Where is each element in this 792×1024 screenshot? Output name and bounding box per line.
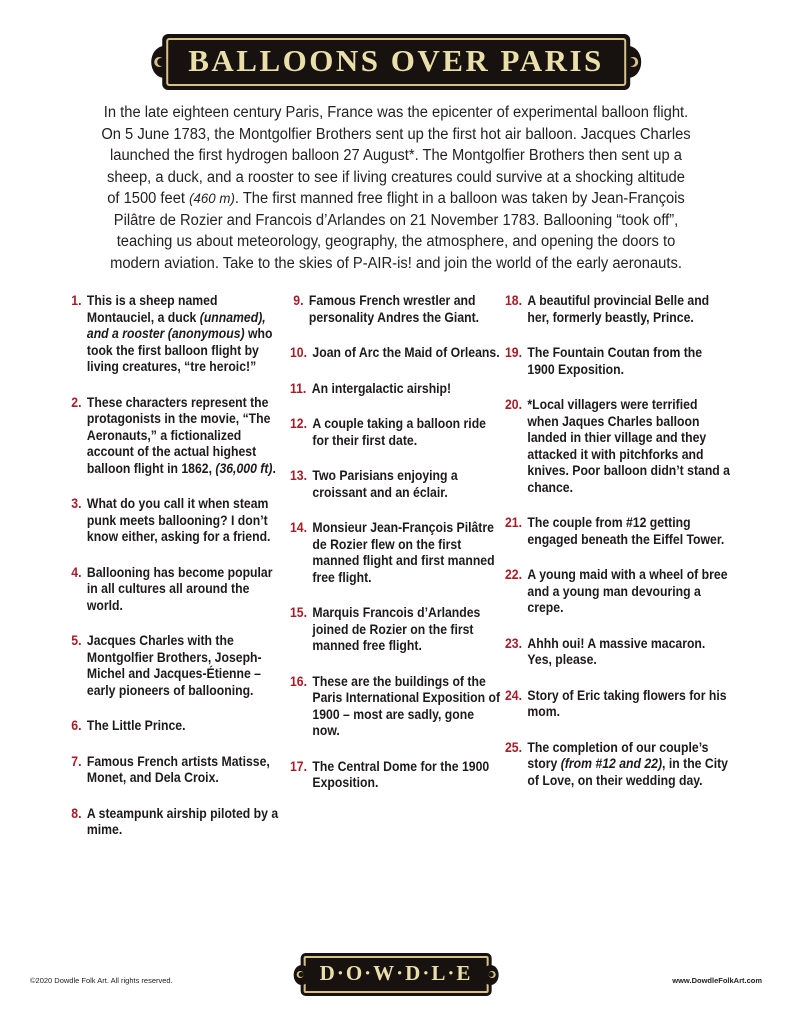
crescent-icon xyxy=(628,57,638,67)
item-number: 3. xyxy=(71,496,82,511)
item-text xyxy=(87,754,281,787)
text-run: The completion of our couple’s story xyxy=(527,739,709,771)
intro-line xyxy=(20,167,772,189)
italic-text-run: (unnamed), and a rooster (anonymous) xyxy=(86,309,266,341)
legend-item xyxy=(505,345,730,378)
text-run: A beautiful provincial Belle and her, formerly beastly, Prince. xyxy=(527,293,710,325)
crescent-icon xyxy=(297,971,304,978)
intro-line xyxy=(20,231,772,253)
text-run: These characters represent the protagonists in the movie, “The Aeronauts,” a fictionalized account of the actual highest balloon flight in 1862, xyxy=(86,394,271,476)
dowdle-logo-plaque xyxy=(301,953,492,996)
legend-item xyxy=(505,740,730,790)
text-run: sheep, a duck, and a rooster to see if living creatures could survive at a shocking altitude xyxy=(107,168,685,186)
legend-item xyxy=(68,496,280,546)
text-run: A couple taking a balloon ride for their first date. xyxy=(312,416,486,448)
legend-item xyxy=(505,688,730,721)
item-number: 2. xyxy=(71,394,82,410)
item-text xyxy=(87,718,281,735)
item-number: 4. xyxy=(71,564,82,580)
dowdle-logo-text: D·O·W·D·L·E xyxy=(319,961,473,985)
intro-line xyxy=(20,124,772,146)
legend-item xyxy=(505,567,730,617)
item-text xyxy=(312,468,500,501)
item-text xyxy=(527,636,730,669)
item-number: 18. xyxy=(505,293,523,308)
item-text xyxy=(312,345,500,362)
text-run: Jacques Charles with the Montgolfier Brothers, Joseph-Michel and Jacques-Étienne – early pioneers of ballooning. xyxy=(86,633,262,698)
item-text xyxy=(527,740,730,790)
text-run: Ahhh oui! A massive macaron. Yes, please. xyxy=(527,635,706,667)
legend-column-3 xyxy=(505,293,730,789)
item-number: 11. xyxy=(290,380,307,396)
item-number: 25. xyxy=(505,739,523,755)
italic-text-run: (460 m) xyxy=(189,190,235,206)
text-run: . The first manned free flight in a balloon was taken by Jean-François xyxy=(234,190,685,207)
text-run: The Little Prince. xyxy=(86,718,186,733)
text-run: who took the first balloon flight by living creatures, “tre heroic!” xyxy=(86,326,273,374)
item-text xyxy=(527,515,730,548)
text-run: Story of Eric taking flowers for his mom. xyxy=(527,687,727,719)
text-run: *Local villagers were terrified when Jaques Charles balloon landed in thier village and they attacked it with pitchforks and knives. Poor balloon didn’t stand a chance. xyxy=(527,397,730,495)
item-text xyxy=(87,293,281,376)
item-text xyxy=(527,397,730,496)
text-run: In the late eighteen century Paris, France was the epicenter of experimental balloon flight. xyxy=(103,104,689,121)
text-run: Monsieur Jean-François Pilâtre de Rozier flew on the first manned flight and first manned free flight. xyxy=(312,520,495,585)
plaque-frame xyxy=(304,956,489,993)
text-run: launched the first hydrogen balloon 27 August*. The Montgolfier Brothers then sent up a xyxy=(110,147,682,164)
legend-item xyxy=(290,520,501,586)
text-run: , in the City of Love, on their wedding day. xyxy=(527,756,728,788)
item-text xyxy=(527,688,730,721)
legend-item xyxy=(68,806,280,839)
text-run: Marquis Francois d’Arlandes joined de Rozier on the first manned free flight. xyxy=(312,605,481,653)
intro-line xyxy=(20,253,772,275)
item-text xyxy=(312,381,501,398)
legend-item xyxy=(68,633,280,699)
intro-line xyxy=(20,188,772,210)
text-run: Two Parisians enjoying a croissant and an éclair. xyxy=(312,468,458,500)
text-run: Famous French artists Matisse, Monet, and Dela Croix. xyxy=(86,753,270,785)
text-run: Ballooning has become popular in all cultures all around the world. xyxy=(86,564,273,613)
legend-item xyxy=(68,293,280,376)
item-text xyxy=(312,416,500,449)
item-text xyxy=(312,605,500,655)
item-number: 5. xyxy=(71,633,82,648)
italic-text-run: (36,000 ft) xyxy=(215,460,273,476)
plaque-frame xyxy=(166,38,626,86)
item-number: 21. xyxy=(505,515,523,530)
legend-item xyxy=(505,636,730,669)
item-text xyxy=(527,293,730,326)
item-number: 15. xyxy=(290,605,308,620)
item-number: 10. xyxy=(290,345,308,360)
legend-item xyxy=(290,468,501,501)
item-text xyxy=(87,806,281,839)
item-number: 9. xyxy=(293,293,304,308)
item-number: 14. xyxy=(290,520,308,535)
intro-line xyxy=(20,210,772,232)
item-number: 24. xyxy=(505,687,523,703)
crescent-icon xyxy=(154,57,164,67)
item-text xyxy=(312,674,500,740)
item-number: 7. xyxy=(71,753,82,769)
text-run: Pilâtre de Rozier and Francois d’Arlandes on 21 November 1783. Ballooning “took off”, xyxy=(113,211,679,229)
legend-item xyxy=(505,293,730,326)
item-number: 6. xyxy=(71,718,82,733)
legend-item xyxy=(290,416,501,449)
text-run: modern aviation. Take to the skies of P-AIR-is! and join the world of the early aeronauts. xyxy=(110,254,682,272)
text-run: The Fountain Coutan from the 1900 Exposition. xyxy=(527,345,703,377)
plaque-left-ornament-icon xyxy=(294,965,310,985)
text-run: This is a sheep named Montauciel, a duck xyxy=(86,293,218,325)
italic-text-run: (from #12 and 22) xyxy=(560,756,663,771)
intro-paragraph xyxy=(20,102,772,274)
page-title: BALLOONS OVER PARIS xyxy=(188,43,604,78)
legend-item xyxy=(290,345,501,362)
item-number: 13. xyxy=(290,468,308,483)
item-number: 17. xyxy=(290,758,308,774)
item-text xyxy=(312,520,500,586)
crescent-icon xyxy=(488,971,495,978)
text-run: The couple from #12 getting engaged beneath the Eiffel Tower. xyxy=(527,515,725,547)
legend-column-2 xyxy=(290,293,501,792)
item-number: 12. xyxy=(290,416,308,431)
item-text xyxy=(312,759,500,792)
text-run: On 5 June 1783, the Montgolfier Brothers sent up the first hot air balloon. Jacques Charles xyxy=(101,125,691,143)
item-text xyxy=(87,395,281,478)
text-run: of 1500 feet xyxy=(107,190,190,207)
legend-item xyxy=(290,674,501,740)
item-number: 20. xyxy=(505,397,523,412)
text-run: teaching us about meteorology, geography, the atmosphere, and opening the doors to xyxy=(116,233,676,250)
intro-line xyxy=(20,145,772,167)
item-text xyxy=(87,633,281,699)
website-url: www.DowdleFolkArt.com xyxy=(672,976,762,985)
text-run: What do you call it when steam punk meets ballooning? I don’t know either, asking for a friend. xyxy=(86,496,271,544)
legend-item xyxy=(68,395,280,478)
legend-item xyxy=(68,754,280,787)
item-text xyxy=(87,565,281,615)
item-number: 1. xyxy=(71,293,82,308)
text-run: . xyxy=(272,460,276,476)
plaque-right-ornament-icon xyxy=(482,965,498,985)
intro-line xyxy=(20,102,772,124)
item-text xyxy=(527,567,730,617)
text-run: The Central Dome for the 1900 Exposition. xyxy=(312,758,490,790)
copyright-text: ©2020 Dowdle Folk Art. All rights reserved. xyxy=(30,976,173,985)
legend-item xyxy=(505,515,730,548)
legend-item xyxy=(505,397,730,496)
legend-item xyxy=(290,605,501,655)
text-run: A young maid with a wheel of bree and a young man devouring a crepe. xyxy=(527,567,728,615)
item-number: 8. xyxy=(71,805,82,821)
item-number: 23. xyxy=(505,635,523,651)
legend-column-1 xyxy=(68,293,280,839)
legend-item xyxy=(290,759,501,792)
legend-item xyxy=(68,565,280,615)
legend-item xyxy=(290,381,501,398)
text-run: A steampunk airship piloted by a mime. xyxy=(86,805,279,837)
item-text xyxy=(527,345,730,378)
item-number: 16. xyxy=(290,673,308,689)
legend-item xyxy=(290,293,501,326)
item-text xyxy=(87,496,281,546)
text-run: Famous French wrestler and personality Andres the Giant. xyxy=(308,293,480,325)
item-number: 19. xyxy=(505,345,523,360)
item-text xyxy=(309,293,501,326)
title-plaque xyxy=(162,34,630,90)
text-run: These are the buildings of the Paris International Exposition of 1900 – most are sadly, gone now. xyxy=(312,673,501,738)
text-run: Joan of Arc the Maid of Orleans. xyxy=(312,345,500,360)
legend-item xyxy=(68,718,280,735)
text-run: An intergalactic airship! xyxy=(311,380,452,396)
item-number: 22. xyxy=(505,567,523,582)
